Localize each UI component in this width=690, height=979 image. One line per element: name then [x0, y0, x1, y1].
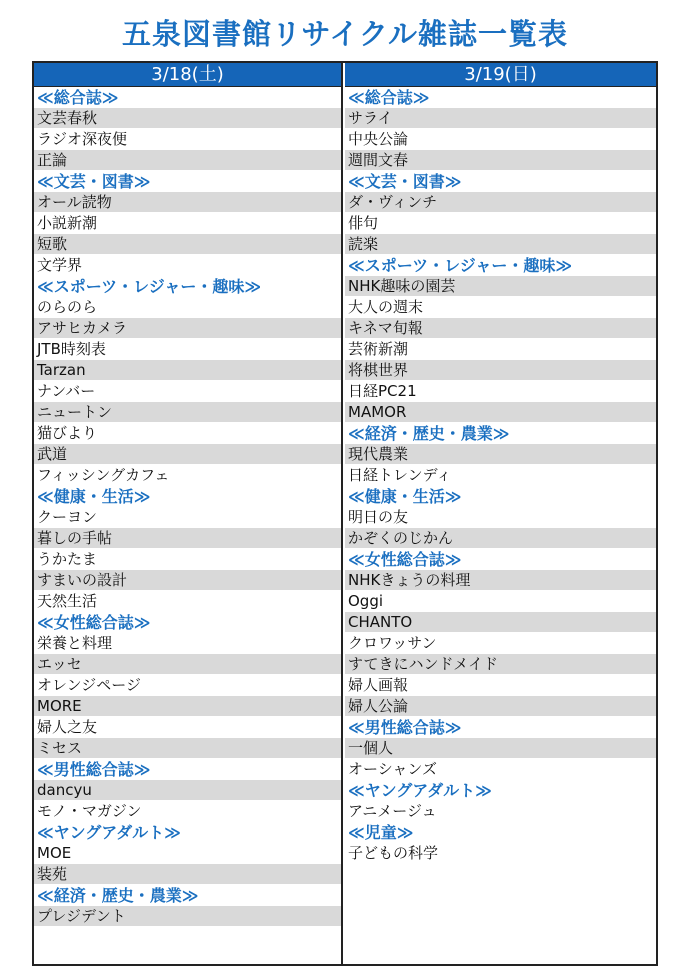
magazine-row: キネマ旬報 [345, 318, 656, 339]
magazine-row: 婦人公論 [345, 696, 656, 717]
category-heading: ≪総合誌≫ [34, 87, 341, 108]
magazine-row: プレジデント [34, 906, 341, 927]
empty-row [345, 906, 656, 927]
category-heading: ≪健康・生活≫ [345, 486, 656, 507]
column-rows-day2 [345, 87, 656, 927]
magazine-row: Tarzan [34, 360, 341, 381]
empty-row [345, 885, 656, 906]
magazine-row: 中央公論 [345, 129, 656, 150]
magazine-row: フィッシングカフェ [34, 465, 341, 486]
magazine-row: dancyu [34, 780, 341, 801]
magazine-row: ダ・ヴィンチ [345, 192, 656, 213]
category-heading: ≪スポーツ・レジャー・趣味≫ [345, 255, 656, 276]
magazine-row: NHK趣味の園芸 [345, 276, 656, 297]
magazine-row: 日経トレンディ [345, 465, 656, 486]
magazine-row: 武道 [34, 444, 341, 465]
magazine-row: 将棋世界 [345, 360, 656, 381]
magazine-row: 文学界 [34, 255, 341, 276]
magazine-row: すまいの設計 [34, 570, 341, 591]
category-heading: ≪文芸・図書≫ [345, 171, 656, 192]
magazine-row: 週間文春 [345, 150, 656, 171]
magazine-row: 俳句 [345, 213, 656, 234]
magazine-row: ラジオ深夜便 [34, 129, 341, 150]
magazine-row: モノ・マガジン [34, 801, 341, 822]
category-heading: ≪男性総合誌≫ [34, 759, 341, 780]
column-rows-day1 [34, 87, 341, 927]
magazine-row: CHANTO [345, 612, 656, 633]
magazine-row: 日経PC21 [345, 381, 656, 402]
magazine-table [32, 61, 658, 966]
magazine-row: オール読物 [34, 192, 341, 213]
category-heading: ≪ヤングアダルト≫ [34, 822, 341, 843]
magazine-row: ミセス [34, 738, 341, 759]
category-heading: ≪児童≫ [345, 822, 656, 843]
magazine-row: 正論 [34, 150, 341, 171]
magazine-row: 読楽 [345, 234, 656, 255]
magazine-row: すてきにハンドメイド [345, 654, 656, 675]
magazine-row: 猫びより [34, 423, 341, 444]
magazine-row: MAMOR [345, 402, 656, 423]
magazine-row: アサヒカメラ [34, 318, 341, 339]
column-header-day1: 3/18(土) [34, 63, 341, 87]
magazine-row: クーヨン [34, 507, 341, 528]
magazine-row: オーシャンズ [345, 759, 656, 780]
magazine-row: JTB時刻表 [34, 339, 341, 360]
category-heading: ≪総合誌≫ [345, 87, 656, 108]
magazine-row: 装苑 [34, 864, 341, 885]
magazine-row: Oggi [345, 591, 656, 612]
magazine-row: アニメージュ [345, 801, 656, 822]
category-heading: ≪女性総合誌≫ [34, 612, 341, 633]
column-day2 [345, 63, 656, 964]
magazine-row: サライ [345, 108, 656, 129]
magazine-row: 栄養と料理 [34, 633, 341, 654]
magazine-row: うかたま [34, 549, 341, 570]
magazine-row: 短歌 [34, 234, 341, 255]
magazine-row: 一個人 [345, 738, 656, 759]
magazine-row: 暮しの手帖 [34, 528, 341, 549]
magazine-row: NHKきょうの料理 [345, 570, 656, 591]
category-heading: ≪男性総合誌≫ [345, 717, 656, 738]
magazine-row: 大人の週末 [345, 297, 656, 318]
page-title: 五泉図書館リサイクル雑誌一覧表 [122, 17, 568, 51]
empty-row [345, 864, 656, 885]
magazine-row: MOE [34, 843, 341, 864]
magazine-row: 明日の友 [345, 507, 656, 528]
magazine-row: 婦人画報 [345, 675, 656, 696]
category-heading: ≪スポーツ・レジャー・趣味≫ [34, 276, 341, 297]
magazine-row: クロワッサン [345, 633, 656, 654]
magazine-row: MORE [34, 696, 341, 717]
category-heading: ≪経済・歴史・農業≫ [345, 423, 656, 444]
category-heading: ≪ヤングアダルト≫ [345, 780, 656, 801]
category-heading: ≪経済・歴史・農業≫ [34, 885, 341, 906]
category-heading: ≪文芸・図書≫ [34, 171, 341, 192]
magazine-row: ナンバー [34, 381, 341, 402]
magazine-row: 婦人之友 [34, 717, 341, 738]
category-heading: ≪健康・生活≫ [34, 486, 341, 507]
magazine-row: 文芸春秋 [34, 108, 341, 129]
column-day1 [34, 63, 343, 964]
magazine-row: 天然生活 [34, 591, 341, 612]
magazine-row: オレンジページ [34, 675, 341, 696]
magazine-row: かぞくのじかん [345, 528, 656, 549]
magazine-row: 小説新潮 [34, 213, 341, 234]
column-header-day2: 3/19(日) [345, 63, 656, 87]
magazine-row: エッセ [34, 654, 341, 675]
magazine-row: のらのら [34, 297, 341, 318]
magazine-row: 芸術新潮 [345, 339, 656, 360]
magazine-row: 現代農業 [345, 444, 656, 465]
magazine-row: ニュートン [34, 402, 341, 423]
category-heading: ≪女性総合誌≫ [345, 549, 656, 570]
magazine-row: 子どもの科学 [345, 843, 656, 864]
